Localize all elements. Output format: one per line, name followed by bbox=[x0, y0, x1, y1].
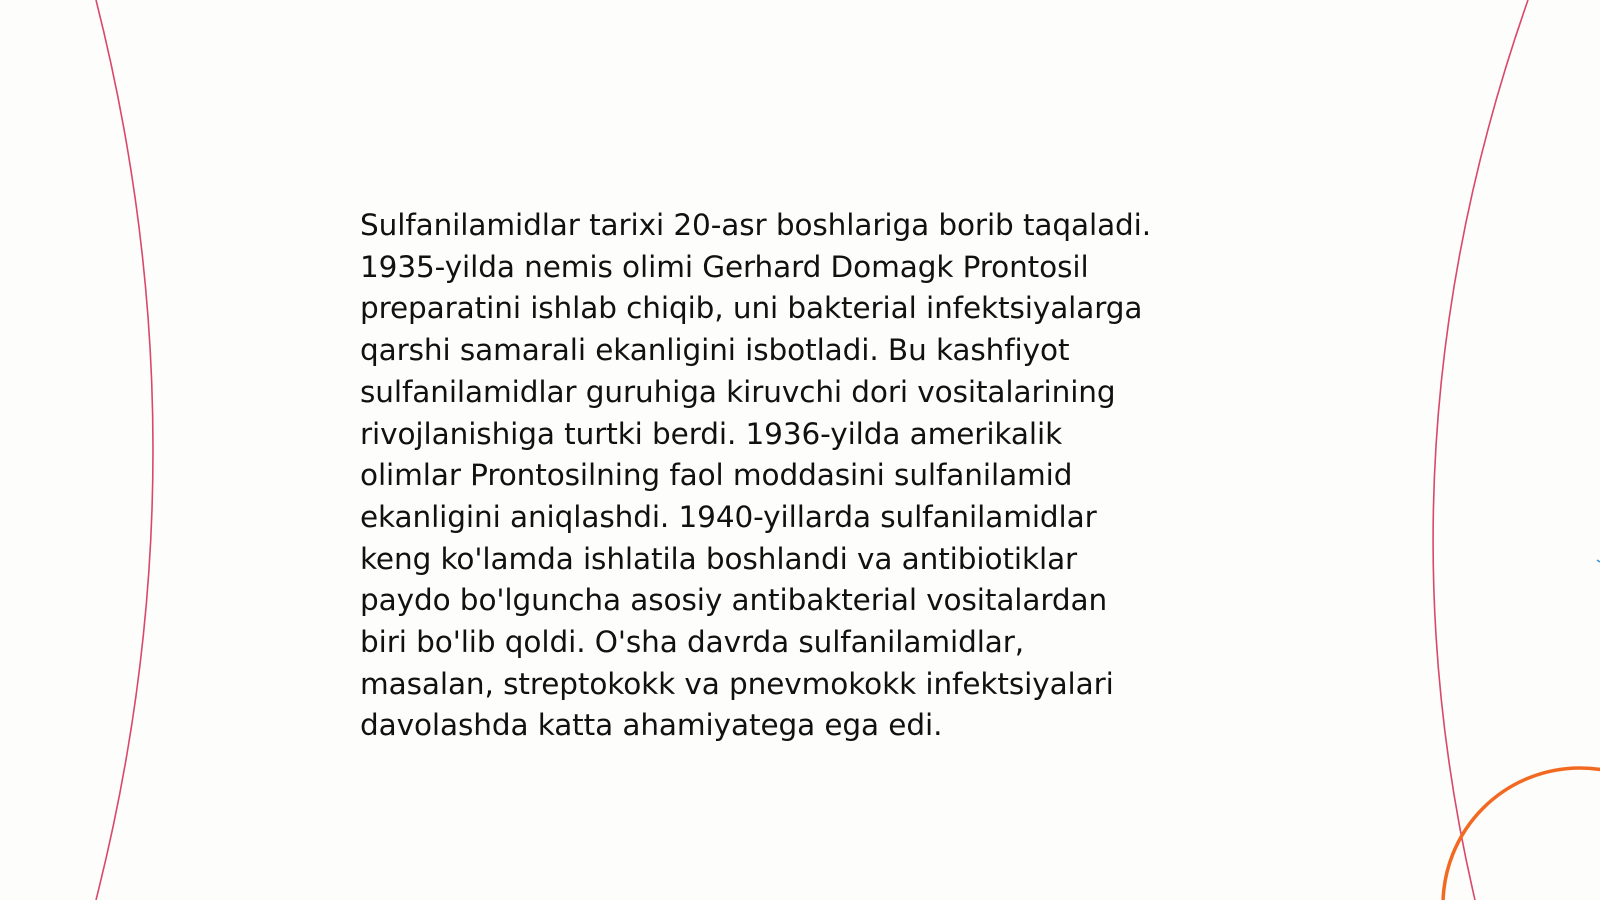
left-arc-decoration bbox=[96, 0, 153, 900]
corner-circle-decoration bbox=[1443, 768, 1600, 900]
right-arc-decoration bbox=[1433, 0, 1528, 900]
history-paragraph: Sulfanilamidlar tarixi 20-asr boshlariga borib taqaladi. 1935-yilda nemis olimi Gerhard Domagk Prontosil preparatini ishlab chiqib, uni bakterial infektsiyalarga qarshi samarali ekanligini isbotladi. Bu kashfiyot sulfanilamidlar guruhiga kiruvchi dori vositalarining rivojlanishiga turtki berdi. 1936-yilda amerikalik olimlar Prontosilning faol moddasini sulfanilamid ekanligini aniqlashdi. 1940-yillarda sulfanilamidlar keng ko'lamda ishlatila boshlandi va antibiotiklar paydo bo'lguncha asosiy antibakterial vositalardan biri bo'lib qoldi. O'sha davrda sulfanilamidlar, masalan, streptokokk va pnevmokokk infektsiyalari davolashda katta ahamiyatega ega edi. bbox=[360, 208, 1152, 743]
